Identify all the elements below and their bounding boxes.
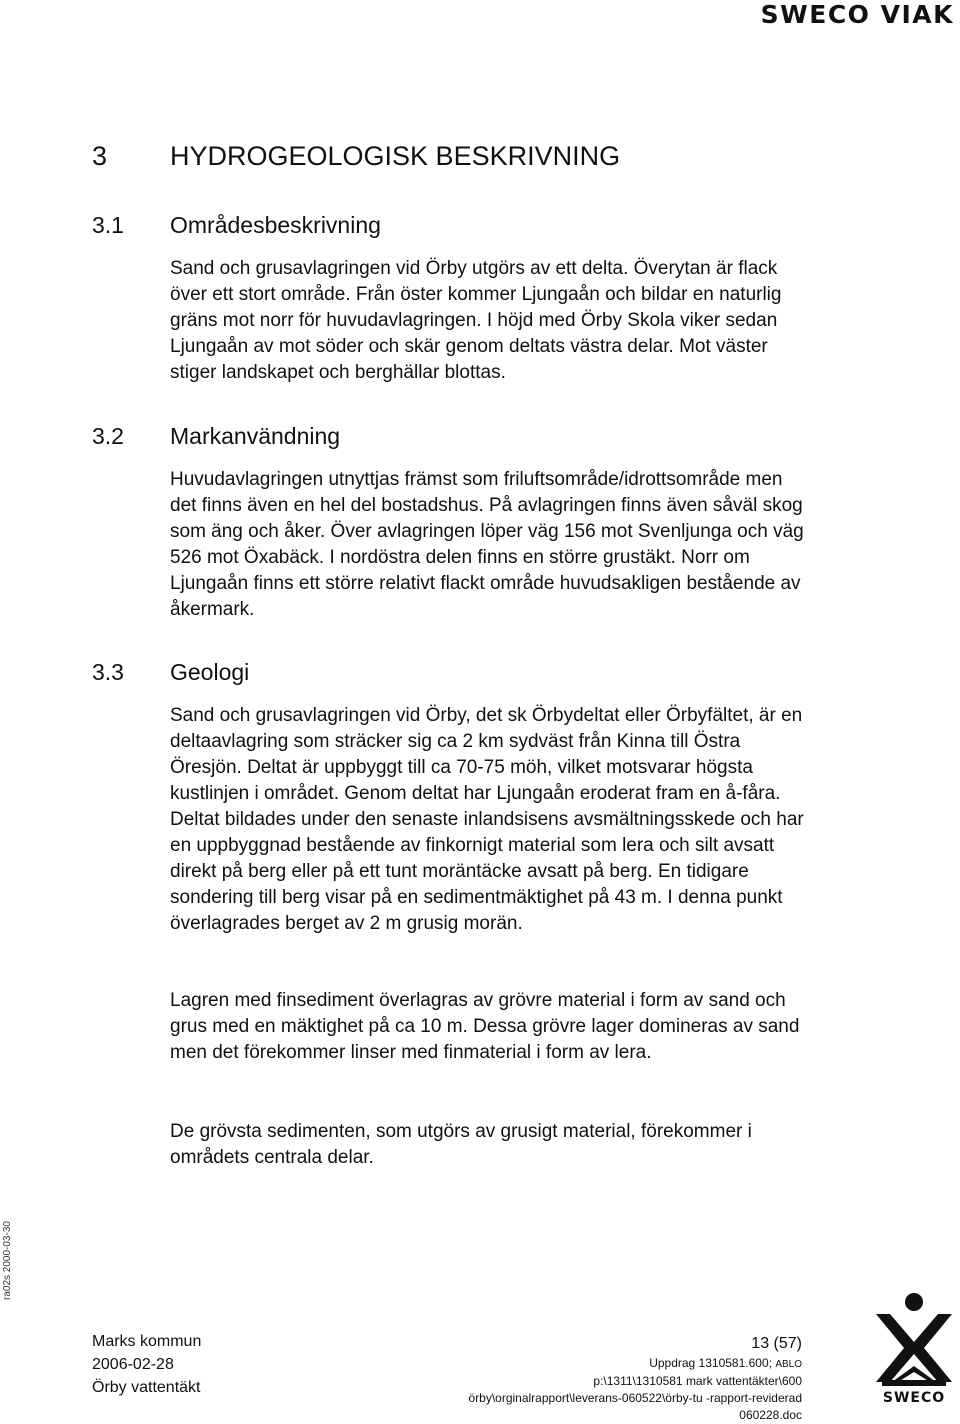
main-heading-title: HYDROGEOLOGISK BESKRIVNING xyxy=(170,141,621,171)
footer-date: 2006-02-28 xyxy=(92,1356,174,1373)
file-path-line-2: örby\orginalrapport\leverans-060522\örby-tu -rapport-reviderad xyxy=(468,1391,802,1405)
section-3-3-paragraph-1: Sand och grusavlagringen vid Örby, det sk Örbydeltat eller Örbyfältet, är en deltaavlagring som sträcker sig ca 2 km sydväst från Kinna till Östra Öresjön. Deltat är uppbyggt till ca 70-75 möh, vilket motsvarar högsta kustlinjen i området. Genom deltat har Ljungaån eroderat fram en å-fåra. Deltat bildades under den senaste inlandsisens avsmältningsskede och har en uppbyggnad bestående av finkornigt material som lera och silt avsatt direkt på berg eller på ett tunt moräntäcke avsatt på berg. En tidigare sondering till berg visar på en sedimentmäktighet på 43 m. I denna punkt överlagrades berget av 2 m grusig morän. xyxy=(170,705,804,934)
footer-client: Marks kommun xyxy=(92,1333,202,1350)
brand-header: SWECO VIAK xyxy=(760,0,954,29)
footer-right xyxy=(468,1333,802,1424)
section-title: Markanvändning xyxy=(170,423,341,449)
section-heading-3-3 xyxy=(92,659,249,686)
section-3-3-paragraph-2: Lagren med finsediment överlagras av grövre material i form av sand och grus med en mäktighet på ca 10 m. Dessa grövre lager domineras av sand men det förekommer linser med finmaterial i form av lera. xyxy=(170,990,800,1063)
footer-left xyxy=(92,1330,201,1399)
section-3-2-paragraph: Huvudavlagringen utnyttjas främst som friluftsområde/idrottsområde men det finns även en hel del bostadshus. På avlagringen finns även såväl skog som äng och åker. Över avlagringen löper väg 156 mot Svenljunga och väg 526 mot Öxabäck. I nordöstra delen finns en större grustäkt. Norr om Ljungaån finns ett större relativt flackt område huvudsakligen bestående av åkermark. xyxy=(170,469,804,620)
section-number: 3.1 xyxy=(92,212,124,238)
sweco-logo xyxy=(872,1292,956,1407)
svg-text:SWECO: SWECO xyxy=(882,1390,946,1406)
section-number: 3.3 xyxy=(92,659,124,685)
main-heading-number: 3 xyxy=(92,141,108,171)
main-heading xyxy=(92,141,620,172)
page-number: 13 (57) xyxy=(751,1335,802,1352)
assignment-number: Uppdrag 1310581.600; xyxy=(649,1356,772,1370)
section-title: Områdesbeskrivning xyxy=(170,212,381,238)
section-3-3-paragraph-3: De grövsta sedimenten, som utgörs av grusigt material, förekommer i områdets centrala delar. xyxy=(170,1121,752,1168)
author-initials: ABLO xyxy=(775,1359,802,1370)
footer-project: Örby vattentäkt xyxy=(92,1379,201,1396)
section-3-1-paragraph: Sand och grusavlagringen vid Örby utgörs av ett delta. Överytan är flack över ett stort område. Från öster kommer Ljungaån och bildar en naturlig gräns mot norr för huvudavlagringen. I höjd med Örby Skola viker sedan Ljungaån av mot söder och skär genom deltats västra delar. Mot väster stiger landskapet och berghällar blottas. xyxy=(170,258,782,383)
template-code: ra02s 2000-03-30 xyxy=(2,1221,13,1300)
section-heading-3-2 xyxy=(92,423,340,450)
footer-assignment xyxy=(468,1355,802,1373)
section-title: Geologi xyxy=(170,659,250,685)
file-path-line-3: 060228.doc xyxy=(739,1408,802,1422)
section-heading-3-1 xyxy=(92,212,381,239)
file-path-line-1: p:\1311\1310581 mark vattentäkter\600 xyxy=(593,1374,802,1388)
section-number: 3.2 xyxy=(92,423,124,449)
